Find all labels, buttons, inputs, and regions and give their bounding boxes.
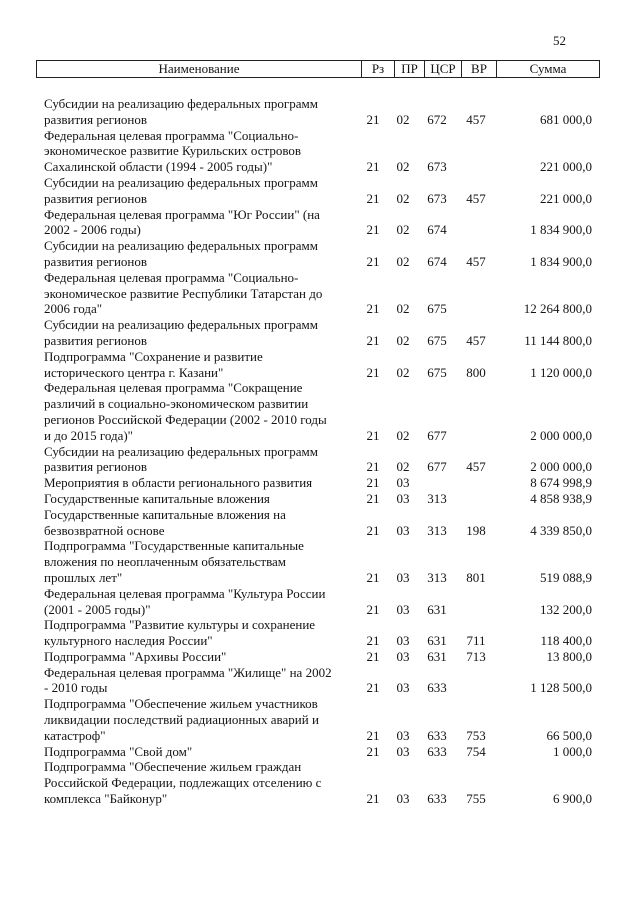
row-pr: 02 (396, 222, 410, 238)
header-pr: ПР (394, 61, 424, 77)
table-row (0, 238, 640, 270)
row-pr: 03 (396, 601, 410, 617)
row-name: Государственные капитальные вложения на безвозвратной основе (44, 506, 286, 538)
table-row (0, 696, 640, 743)
row-name: Субсидии на реализацию федеральных программ развития регионов (44, 174, 318, 206)
row-vr: 711 (466, 633, 486, 649)
row-name: Мероприятия в области регионального развития (44, 475, 313, 491)
row-pr: 03 (396, 490, 410, 506)
table-row (0, 128, 640, 175)
row-name: Федеральная целевая программа "Юг России" (на 2002 - 2006 годы) (44, 206, 320, 238)
row-vr: 800 (466, 364, 486, 380)
row-rz: 21 (366, 459, 380, 475)
row-pr: 03 (396, 680, 410, 696)
row-pr: 03 (396, 522, 410, 538)
row-pr: 03 (396, 727, 410, 743)
row-rz: 21 (366, 301, 380, 317)
row-sum: 4 339 850,0 (530, 522, 592, 538)
row-rz: 21 (366, 427, 380, 443)
row-name: Подпрограмма "Обеспечение жильем граждан Российской Федерации, подлежащих отселению с комплекса "Байконур" (44, 759, 322, 807)
row-rz: 21 (366, 569, 380, 585)
row-pr: 03 (396, 633, 410, 649)
table-header (36, 60, 600, 78)
table-row (0, 207, 640, 239)
row-vr: 457 (466, 253, 486, 269)
row-rz: 21 (366, 727, 380, 743)
row-sum: 132 200,0 (540, 601, 592, 617)
row-csr: 631 (427, 601, 447, 617)
row-name: Субсидии на реализацию федеральных программ развития регионов (44, 443, 318, 475)
row-sum: 6 900,0 (553, 791, 592, 807)
table-row (0, 270, 640, 317)
row-vr: 457 (466, 332, 486, 348)
row-pr: 02 (396, 459, 410, 475)
row-csr: 675 (427, 301, 447, 317)
row-pr: 02 (396, 253, 410, 269)
row-sum: 66 500,0 (546, 727, 592, 743)
header-rz: Рз (361, 61, 394, 77)
row-vr: 713 (466, 648, 486, 664)
row-rz: 21 (366, 222, 380, 238)
row-sum: 1 120 000,0 (530, 364, 592, 380)
table-row (0, 538, 640, 585)
row-name: Субсидии на реализацию федеральных программ развития регионов (44, 317, 318, 348)
table-row (0, 744, 640, 760)
row-csr: 313 (427, 490, 447, 506)
row-rz: 21 (366, 111, 380, 127)
row-rz: 21 (366, 490, 380, 506)
table-row (0, 444, 640, 476)
table-row (0, 175, 640, 207)
row-rz: 21 (366, 601, 380, 617)
row-name: Федеральная целевая программа "Социально-экономическое развитие Республики Татарстан до 2006 года" (44, 269, 323, 317)
row-csr: 675 (427, 332, 447, 348)
row-csr: 673 (427, 159, 447, 175)
row-csr: 633 (427, 727, 447, 743)
row-csr: 313 (427, 522, 447, 538)
row-sum: 4 858 938,9 (530, 490, 592, 506)
row-csr: 677 (427, 427, 447, 443)
table-row (0, 586, 640, 618)
table-row (0, 507, 640, 539)
row-sum: 13 800,0 (546, 648, 592, 664)
row-sum: 1 834 900,0 (530, 222, 592, 238)
row-pr: 02 (396, 159, 410, 175)
row-rz: 21 (366, 190, 380, 206)
row-rz: 21 (366, 475, 380, 491)
table-row (0, 349, 640, 381)
row-csr: 631 (427, 633, 447, 649)
table-row (0, 649, 640, 665)
row-pr: 02 (396, 427, 410, 443)
header-vr: ВР (461, 61, 496, 77)
row-rz: 21 (366, 791, 380, 807)
row-name: Федеральная целевая программа "Жилище" на 2002 - 2010 годы (44, 664, 332, 696)
table-row (0, 617, 640, 649)
row-pr: 02 (396, 301, 410, 317)
row-rz: 21 (366, 680, 380, 696)
row-csr: 313 (427, 569, 447, 585)
row-pr: 02 (396, 190, 410, 206)
row-csr: 672 (427, 111, 447, 127)
row-sum: 12 264 800,0 (523, 301, 592, 317)
row-name: Подпрограмма "Свой дом" (44, 743, 193, 759)
header-csr: ЦСР (424, 61, 461, 77)
row-csr: 675 (427, 364, 447, 380)
row-vr: 457 (466, 459, 486, 475)
row-sum: 1 834 900,0 (530, 253, 592, 269)
row-rz: 21 (366, 633, 380, 649)
row-vr: 801 (466, 569, 486, 585)
row-vr: 457 (466, 190, 486, 206)
row-name: Подпрограмма "Развитие культуры и сохранение культурного наследия России" (44, 617, 316, 649)
header-name: Наименование (158, 61, 240, 76)
row-vr: 754 (466, 743, 486, 759)
row-csr: 633 (427, 680, 447, 696)
row-vr: 753 (466, 727, 486, 743)
row-sum: 519 088,9 (540, 569, 592, 585)
row-name: Подпрограмма "Сохранение и развитие исторического центра г. Казани" (44, 348, 263, 380)
row-pr: 02 (396, 111, 410, 127)
row-name: Государственные капитальные вложения (44, 490, 270, 506)
row-sum: 2 000 000,0 (530, 427, 592, 443)
row-sum: 2 000 000,0 (530, 459, 592, 475)
row-sum: 221 000,0 (540, 159, 592, 175)
row-pr: 03 (396, 648, 410, 664)
row-rz: 21 (366, 159, 380, 175)
row-pr: 03 (396, 569, 410, 585)
page-number: 52 (553, 33, 566, 48)
table-row (0, 380, 640, 443)
row-name: Субсидии на реализацию федеральных программ развития регионов (44, 96, 318, 127)
row-sum: 8 674 998,9 (530, 475, 592, 491)
row-name: Федеральная целевая программа "Социально-экономическое развитие Курильских островов Сахалинской области (1994 - 2005 годы)" (44, 127, 302, 175)
table-row (0, 491, 640, 507)
row-name: Федеральная целевая программа "Сокращение различий в социально-экономическом развитии регионов Российской Федерации (2002 - 2010 годы и до 2015 года)" (44, 380, 327, 443)
row-csr: 677 (427, 459, 447, 475)
table-row (0, 475, 640, 491)
row-sum: 221 000,0 (540, 190, 592, 206)
row-name: Подпрограмма "Государственные капитальные вложения по неоплаченным обязательствам прошлых лет" (44, 538, 304, 585)
row-csr: 631 (427, 648, 447, 664)
row-sum: 681 000,0 (540, 111, 592, 127)
row-csr: 673 (427, 190, 447, 206)
row-csr: 674 (427, 253, 447, 269)
row-pr: 03 (396, 791, 410, 807)
header-sum: Сумма (496, 61, 599, 77)
row-rz: 21 (366, 332, 380, 348)
table-row (0, 96, 640, 128)
row-name: Подпрограмма "Обеспечение жильем участников ликвидации последствий радиационных аварий и катастроф" (44, 696, 319, 743)
row-rz: 21 (366, 522, 380, 538)
row-sum: 1 128 500,0 (530, 680, 592, 696)
row-rz: 21 (366, 253, 380, 269)
row-rz: 21 (366, 648, 380, 664)
row-sum: 11 144 800,0 (524, 332, 592, 348)
row-name: Федеральная целевая программа "Культура России (2001 - 2005 годы)" (44, 585, 326, 617)
row-csr: 674 (427, 222, 447, 238)
row-pr: 03 (396, 743, 410, 759)
row-rz: 21 (366, 743, 380, 759)
row-vr: 457 (466, 111, 486, 127)
row-rz: 21 (366, 364, 380, 380)
row-sum: 118 400,0 (540, 633, 592, 649)
row-csr: 633 (427, 791, 447, 807)
row-pr: 02 (396, 364, 410, 380)
row-name: Подпрограмма "Архивы России" (44, 648, 227, 664)
row-csr: 633 (427, 743, 447, 759)
table-row (0, 665, 640, 697)
table-row (0, 317, 640, 349)
row-sum: 1 000,0 (553, 743, 592, 759)
table-row (0, 759, 640, 806)
row-vr: 755 (466, 791, 486, 807)
row-name: Субсидии на реализацию федеральных программ развития регионов (44, 238, 318, 269)
row-pr: 03 (396, 475, 410, 491)
table-body (0, 96, 640, 807)
row-pr: 02 (396, 332, 410, 348)
row-vr: 198 (466, 522, 486, 538)
